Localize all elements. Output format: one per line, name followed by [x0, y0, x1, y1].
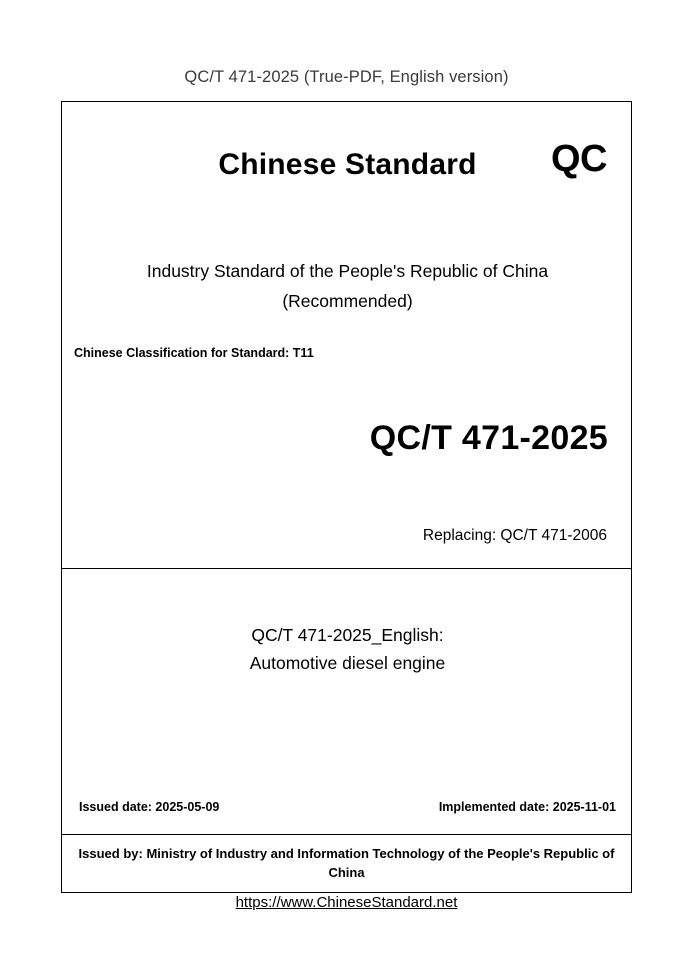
subtitle-line-1: Industry Standard of the People's Republic of China: [146, 261, 549, 281]
subtitle-line-2: (Recommended): [282, 291, 413, 311]
classification-label: Chinese Classification for Standard: T11: [74, 346, 314, 360]
qc-logo-mark: QC: [551, 138, 607, 180]
issuer-statement: Issued by: Ministry of Industry and Information Technology of the People's Republic of China: [78, 846, 615, 880]
website-link[interactable]: https://www.ChineseStandard.net: [235, 894, 458, 911]
standard-number: QC/T 471-2025: [369, 419, 608, 457]
title-row: [62, 102, 631, 202]
issued-date: Issued date: 2025-05-09: [79, 800, 220, 814]
page-caption: QC/T 471-2025 (True-PDF, English version): [184, 68, 509, 86]
cover-middle-section: [62, 569, 631, 835]
subtitle-block: [62, 256, 633, 316]
replacing-label: Replacing: QC/T 471-2006: [422, 527, 607, 544]
dates-row: [62, 800, 633, 818]
implemented-date: Implemented date: 2025-11-01: [438, 800, 616, 814]
main-title: Chinese Standard: [218, 148, 477, 181]
cover-frame: [61, 101, 632, 893]
cover-upper-section: [62, 102, 631, 569]
document-title-line-2: Automotive diesel engine: [249, 653, 446, 673]
document-title-line-1: QC/T 471-2025_English:: [251, 625, 444, 645]
document-title-block: [62, 621, 633, 677]
